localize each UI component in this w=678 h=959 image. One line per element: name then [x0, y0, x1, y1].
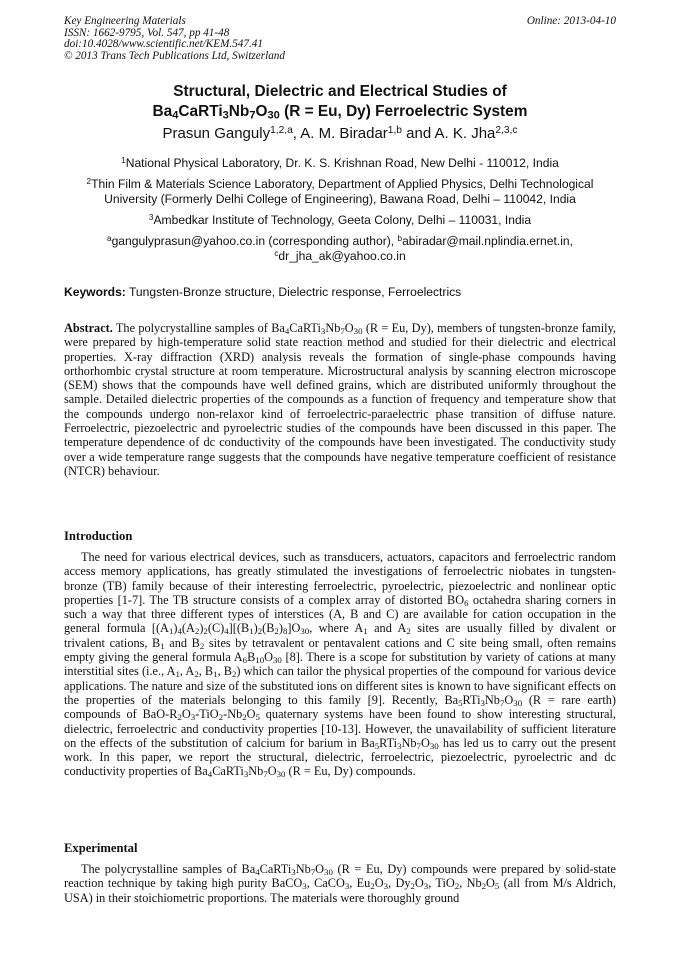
abstract: Abstract. The polycrystalline samples of $Ba_4CaRTi_3Nb_7O_{30}$ (R = Eu, Dy), members of tungsten-bronze family, were prepared by high-temperature solid state reaction method and studied for their dielectric and electrical properties. X-ray diffraction (XRD) analysis reveals the formation of single-phase compounds having orthorhombic crystal structure at room temperature. Microstructural analysis by scanning electron microscope (SEM) shows that the compounds have well defined grains, which are distributed uniformly throughout the sample. Detailed dielectric properties of the compounds as a function of frequency and temperature show that the compounds undergo non-relaxor kind of ferroelectric-paraelectric phase transition of diffuse nature. Ferroelectric, piezoelectric and pyroelectric studies of the compounds have been discussed in this paper. The temperature dependence of dc conductivity of the compounds have been investigated. The conductivity study over a wide temperature range suggests that the compounds have negative temperature coefficient of resistance (NTCR) behaviour.	[64, 321, 616, 478]
keywords-text: Tungsten-Bronze structure, Dielectric response, Ferroelectrics	[125, 285, 462, 299]
author-name: A. M. Biradar	[300, 125, 388, 142]
paper-title	[64, 82, 616, 122]
affiliation-3: $^3$Ambedkar Institute of Technology, Geeta Colony, Delhi – 110031, India	[148, 212, 532, 227]
keywords-label: Keywords:	[64, 285, 126, 299]
introduction-body: The need for various electrical devices, such as transducers, actuators, capacitors and ferroelectric random access memory applications, has greatly stimulated the investigations of ferroelectric niobates in tungsten-bronze (TB) family because of their interesting ferroelectric, pyroelectric, piezoelectric and nonlinear optic properties [1-7]. The TB structure consists of a complex array of distorted $BO_6$ octahedra sharing corners in such a way that three different types of interstices (A, B and C) are available for cation occupation in the general formula $[(A_1)_4(A_2)_2(C)_4][(B_1)_2(B_2)_8]O_{30}$, where $A_1$ and $A_2$ sites are usually filled by divalent or trivalent cations, $B_1$ and $B_2$ sites by tetravalent or pentavalent cations and C site being small, often remains empty giving the general formula $A_6B_{10}O_{30}$ [8]. There is a scope for substitution by variety of cations at many interstitial sites (i.e., $A_1$, $A_2$, $B_1$, $B_2$) which can tailor the physical properties of the compound for various device applications. The nature and size of the substituted ions on different sites is known to have significant effects on the properties of the materials belonging to this family [9]. Recently, $Ba_5RTi_3Nb_7O_{30}$ (R = rare earth) compounds of BaO-$R_2O_3-TiO_2-Nb_2O_5$ quaternary systems have been found to show interesting structural, dielectric, ferroelectric and conductivity properties [10-13]. However, the unavailability of sufficient literature on the effects of the substitution of calcium for barium in $Ba_5RTi_3Nb_7O_{30}$ has led us to carry out the present work. In this paper, we report the structural, dielectric, ferroelectric, piezoelectric, pyroelectric and dc conductivity properties of $Ba_4CaRTi_3Nb_7O_{30}$ (R = Eu, Dy) compounds.	[64, 550, 617, 780]
issn-line: ISSN: 1662-9795, Vol. 547, pp 41-48	[64, 26, 230, 39]
email-b: abiradar@mail.nplindia.ernet.in,	[402, 234, 573, 248]
title-line-1: Structural, Dielectric and Electrical Studies of	[173, 83, 507, 100]
copyright-line: © 2013 Trans Tech Publications Ltd, Switzerland	[64, 49, 285, 62]
author-name: A. K. Jha	[434, 125, 496, 142]
title-line-2: $Ba_4CaRTi_3Nb_7O_{30}$ (R = Eu, Dy) Ferroelectric System	[152, 103, 528, 122]
online-date: Online: 2013-04-10	[526, 15, 616, 27]
running-header	[64, 16, 616, 62]
author-affil-marker: 2,3,c	[495, 124, 518, 136]
keywords	[64, 285, 616, 299]
author-list: Prasun Ganguly$^{1,2,a}$, A. M. Biradar$^{1,b}$ and A. K. Jha$^{2,3,c}$	[162, 124, 518, 142]
author-affil-marker: 1,2,a	[270, 124, 293, 136]
journal-name: Key Engineering Materials	[64, 15, 186, 27]
doi-line: doi:10.4028/www.scientific.net/KEM.547.41	[64, 38, 263, 51]
affiliation-2: $^2$Thin Film & Materials Science Laboratory, Department of Applied Physics, Delhi Technological University (Formerly Delhi College of Engineering), Bawana Road, Delhi – 110042, India	[86, 176, 594, 206]
email-addresses: $^a$gangulyprasun@yahoo.co.in (corresponding author), $^b$abiradar@mail.nplindia.ernet.in, $^c$dr_jha_ak@yahoo.co.in	[107, 233, 573, 263]
experimental-body: The polycrystalline samples of $Ba_4CaRTi_3Nb_7O_{30}$ (R = Eu, Dy) compounds were prepared by solid-state reaction technique by taking high purity BaCO$_3$, CaCO$_3$, $Eu_2O_3$, $Dy_2O_3$, TiO$_2$, $Nb_2O_5$ (all from M/s Aldrich, USA) in their stoichiometric proportions. The materials were thoroughly ground	[64, 862, 617, 905]
author-name: Prasun Ganguly	[162, 125, 271, 142]
email-a: gangulyprasun@yahoo.co.in (corresponding author),	[111, 234, 398, 248]
author-affil-marker: 1,b	[387, 124, 402, 136]
introduction-heading: Introduction	[64, 529, 133, 543]
abstract-label: Abstract.	[64, 321, 113, 335]
affiliation-1: $^1$National Physical Laboratory, Dr. K. S. Krishnan Road, New Delhi - 110012, India	[121, 155, 559, 170]
experimental-heading: Experimental	[64, 841, 138, 855]
email-c: dr_jha_ak@yahoo.co.in	[278, 248, 406, 263]
